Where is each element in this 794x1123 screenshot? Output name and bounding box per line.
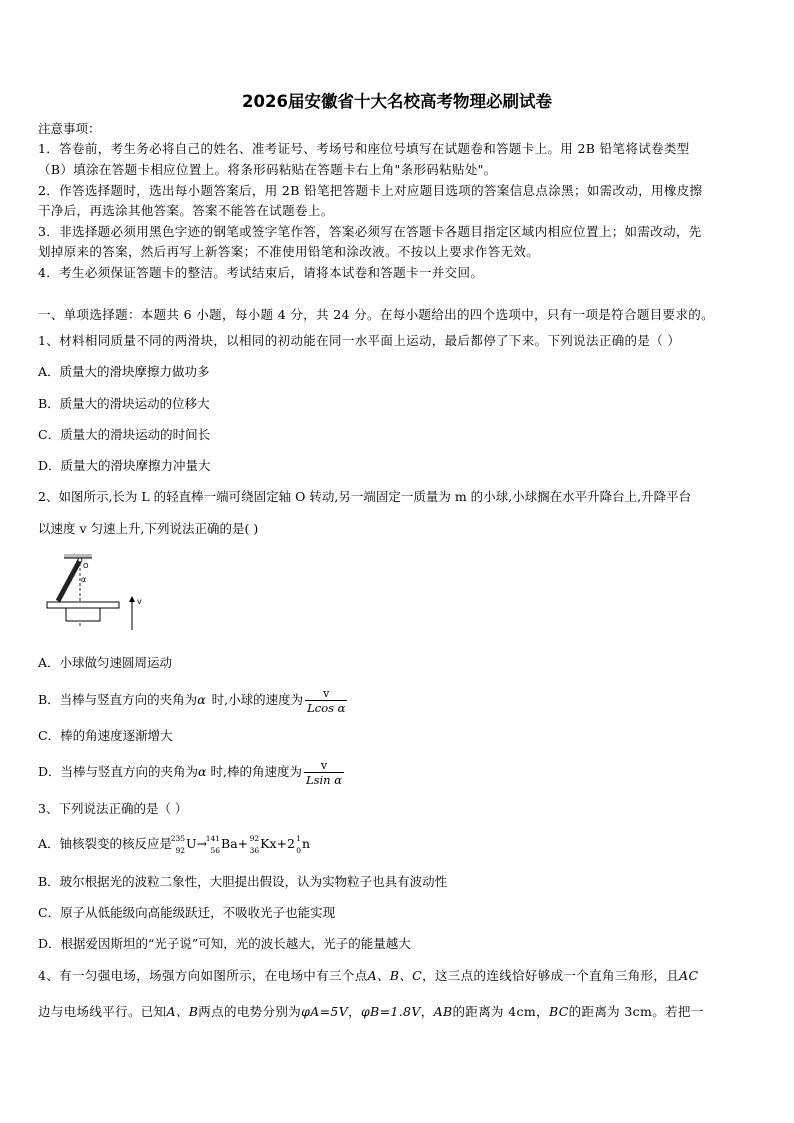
q2-option-b-pre: B．当棒与竖直方向的夹角为 — [38, 692, 198, 707]
alpha-symbol: α — [197, 692, 206, 707]
q2-option-c: C．棒的角速度逐渐增大 — [38, 728, 173, 743]
fraction-denominator: Lsin α — [305, 772, 343, 787]
stem-text: 边与电场线平行。已知 — [38, 1004, 167, 1019]
notice-line: 3．非选择题必须用黑色字迹的钢笔或签字笔作答，答案必须写在答题卡各题目指定区域内相应位置上；如需改动，先 — [38, 224, 702, 239]
pivot-o — [78, 558, 82, 562]
q2-option-d — [38, 757, 346, 787]
uranium-isotope — [170, 833, 186, 855]
stem-text: 4、有一匀强电场，场强方向如图所示，在电场中有三个点 — [38, 968, 368, 983]
stem-text: ， — [348, 1004, 361, 1019]
question-4-stem-cont — [38, 1004, 704, 1020]
nuclide-symbol: U→ — [186, 836, 208, 851]
stem-text: 的距离为 3cm。若把一 — [568, 1004, 704, 1019]
barium-isotope — [205, 833, 221, 855]
segment-ac: AC — [679, 968, 699, 983]
q1-option-d: D．质量大的滑块摩擦力冲量大 — [38, 458, 211, 473]
notice-line: 4．考生必须保证答题卡的整洁。考试结束后，请将本试卷和答题卡一并交回。 — [38, 265, 484, 280]
section-heading: 一、单项选择题：本题共 6 小题，每小题 4 分，共 24 分。在每小题给出的四个选项中，只有一项是符合题目要求的。 — [38, 307, 714, 322]
fraction-numerator: v — [323, 686, 330, 700]
mass-number: 235 — [170, 833, 186, 843]
q1-option-a: A．质量大的滑块摩擦力做功多 — [38, 364, 210, 379]
q2-option-d-mid: 时,棒的角速度为 — [210, 764, 302, 779]
stem-text: ，这三点的连线恰好够成一个直角三角形，且 — [422, 968, 680, 983]
exam-title: 2026届安徽省十大名校高考物理必刷试卷 — [242, 92, 552, 111]
nuclide-symbol: Kx+2 — [260, 836, 295, 851]
stem-text: 两点的电势分别为 — [198, 1004, 302, 1019]
alpha-symbol: α — [198, 764, 207, 779]
q2-option-a: A．小球做匀速圆周运动 — [38, 655, 173, 670]
notice-line: 干净后，再选涂其他答案。答案不能答在试题卷上。 — [38, 203, 334, 218]
q1-option-c: C．质量大的滑块运动的时间长 — [38, 427, 211, 442]
platform-top — [47, 602, 119, 608]
question-2-stem: 2、如图所示,长为 L 的轻直棒一端可绕固定轴 O 转动,另一端固定一质量为 m 的小球,小球搁在水平升降台上,升降平台 — [38, 489, 692, 504]
nuclide-symbol: n — [302, 836, 311, 851]
mass-number: 92 — [249, 833, 260, 843]
label-v: v — [137, 597, 142, 606]
q3-option-b: B．玻尔根据光的波粒二象性，大胆提出假设，认为实物粒子也具有波动性 — [38, 874, 448, 889]
rod-platform-figure — [44, 548, 154, 638]
atomic-number: 36 — [249, 845, 260, 855]
question-1-stem: 1、材料相同质量不同的两滑块，以相同的初动能在同一水平面上运动，最后都停了下来。下列说法正确的是（ ） — [38, 333, 681, 348]
neutron — [295, 833, 301, 855]
velocity-fraction — [305, 687, 347, 715]
mass-number: 141 — [205, 833, 221, 843]
rod — [58, 560, 80, 601]
fraction-denominator: Lcos α — [307, 700, 346, 715]
label-o: O — [83, 562, 89, 570]
angular-velocity-fraction — [304, 759, 344, 787]
stem-text: 的距离为 4cm， — [452, 1004, 549, 1019]
question-4-stem — [38, 968, 698, 984]
q2-option-d-pre: D．当棒与竖直方向的夹角为 — [38, 764, 199, 779]
notice-line: 1．答卷前，考生务必将自己的姓名、准考证号、考场号和座位号填写在试题卷和答题卡上。用 2B 铅笔将试卷类型 — [38, 141, 690, 156]
stem-text: ， — [420, 1004, 434, 1019]
potential-b: φB=1.8V — [360, 1004, 421, 1019]
potential-a: φA=5V — [301, 1004, 349, 1019]
q3-option-c: C．原子从低能级向高能级跃迁，不吸收光子也能实现 — [38, 905, 336, 920]
q1-option-b: B．质量大的滑块运动的位移大 — [38, 396, 210, 411]
notice-heading: 注意事项： — [38, 121, 101, 136]
question-3-stem: 3、下列说法正确的是（ ） — [38, 801, 188, 816]
atomic-number: 0 — [296, 845, 301, 855]
atomic-number: 92 — [175, 845, 186, 855]
krypton-isotope — [248, 833, 260, 855]
platform-base — [66, 608, 100, 621]
points-abc: A、B、C — [367, 968, 423, 983]
notice-line: 划掉原来的答案，然后再写上新答案；不准使用铅笔和涂改液。不按以上要求作答无效。 — [38, 244, 540, 259]
q2-option-b-mid: 时,小球的速度为 — [211, 692, 304, 707]
notice-line: 2．作答选择题时，选出每小题答案后，用 2B 铅笔把答题卡上对应题目选项的答案信息点涂黑；如需改动，用橡皮擦 — [38, 183, 703, 198]
velocity-arrowhead — [129, 596, 135, 602]
q3-option-a — [38, 833, 310, 855]
q3-option-a-pre: A．铀核裂变的核反应是 — [38, 836, 173, 851]
segment-ab: AB — [433, 1004, 453, 1019]
notice-line: （B）填涂在答题卡相应位置上。将条形码粘贴在答题卡右上角"条形码粘贴处"。 — [38, 162, 497, 177]
label-alpha: α — [81, 575, 87, 584]
q3-option-d: D．根据爱因斯坦的“光子说”可知，光的波长越大，光子的能量越大 — [38, 936, 411, 951]
q2-option-b — [38, 685, 349, 715]
points-ab: A、B — [166, 1004, 199, 1019]
question-2-stem-cont: 以速度 v 匀速上升,下列说法正确的是( ) — [38, 521, 259, 536]
atomic-number: 56 — [210, 845, 221, 855]
ceiling-support — [64, 554, 92, 558]
mass-number: 1 — [296, 833, 301, 843]
segment-bc: BC — [548, 1004, 569, 1019]
fraction-numerator: v — [320, 758, 328, 772]
nuclide-symbol: Ba+ — [221, 836, 249, 851]
